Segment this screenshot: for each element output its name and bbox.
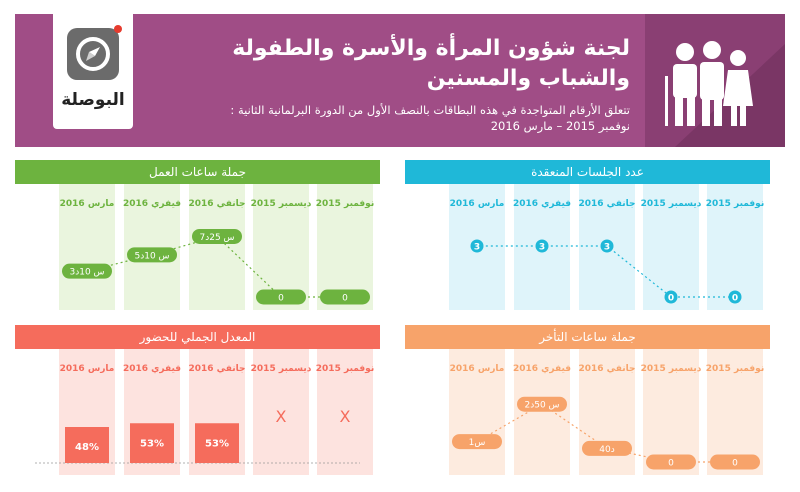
data-label: 3 (473, 242, 481, 253)
no-data-mark: X (275, 407, 287, 426)
data-label: 48% (75, 442, 99, 453)
category-label: فيفري 2016 (512, 364, 572, 374)
chart-title: جملة ساعات التأخر (405, 325, 770, 349)
no-data-mark: X (339, 407, 351, 426)
data-label: 0 (342, 293, 348, 304)
family-icon (645, 14, 785, 147)
category-label: مارس 2016 (59, 199, 115, 209)
category-label: فيفري 2016 (122, 199, 182, 209)
category-label: ديسمبر 2015 (250, 199, 312, 209)
category-label: مارس 2016 (449, 364, 505, 374)
data-label: 0 (731, 293, 739, 304)
page-title: لجنة شؤون المرأة والأسرة والطفولة والشباب والمسنين (232, 36, 630, 91)
compass-icon (67, 28, 119, 80)
data-label: 3س 10د (69, 267, 105, 278)
category-label: جانفي 2016 (578, 364, 636, 374)
panel-attendance (15, 325, 380, 475)
category-label: ديسمبر 2015 (640, 364, 702, 374)
data-label: 0 (668, 458, 674, 469)
logo[interactable] (53, 14, 133, 129)
data-label: 2س 50د (524, 400, 560, 411)
header-banner (15, 14, 785, 147)
data-label: 3 (538, 242, 546, 253)
category-label: ديسمبر 2015 (640, 199, 702, 209)
category-label: ديسمبر 2015 (250, 364, 312, 374)
data-label: 40د (599, 444, 615, 455)
page-subtitle: تتعلق الأرقام المتواجدة في هذه البطاقات بالنصف الأول من الدورة البرلمانية الثانية : نوفمبر 2015 – مارس 2016 (230, 103, 630, 133)
panel-delay-hours (405, 325, 770, 475)
category-label: نوفمبر 2015 (705, 199, 765, 209)
panel-work-hours (15, 160, 380, 310)
category-label: نوفمبر 2015 (705, 364, 765, 374)
category-label: نوفمبر 2015 (315, 364, 375, 374)
data-label: 5س 10د (134, 251, 170, 262)
data-label: 0 (278, 293, 284, 304)
category-label: جانفي 2016 (578, 199, 636, 209)
category-label: فيفري 2016 (122, 364, 182, 374)
chart-title: المعدل الجملي للحضور (15, 325, 380, 349)
data-label: 0 (732, 458, 738, 469)
data-label: 1س (468, 438, 486, 449)
panel-sessions (405, 160, 770, 310)
delay-chart (405, 349, 770, 475)
sessions-chart (405, 184, 770, 310)
category-label: مارس 2016 (449, 199, 505, 209)
category-label: نوفمبر 2015 (315, 199, 375, 209)
data-label: 53% (205, 438, 229, 450)
data-label: 3 (603, 242, 611, 253)
chart-title: جملة ساعات العمل (15, 160, 380, 184)
chart-title: عدد الجلسات المنعقدة (405, 160, 770, 184)
data-label: 7س 25د (199, 232, 235, 243)
category-label: مارس 2016 (59, 364, 115, 374)
category-label: جانفي 2016 (188, 199, 246, 209)
logo-text: البوصلة (61, 90, 125, 110)
data-label: 0 (667, 293, 675, 304)
attendance-chart (15, 349, 380, 475)
category-label: فيفري 2016 (512, 199, 572, 209)
category-label: جانفي 2016 (188, 364, 246, 374)
data-label: 53% (140, 438, 164, 450)
work-hours-chart (15, 184, 380, 310)
